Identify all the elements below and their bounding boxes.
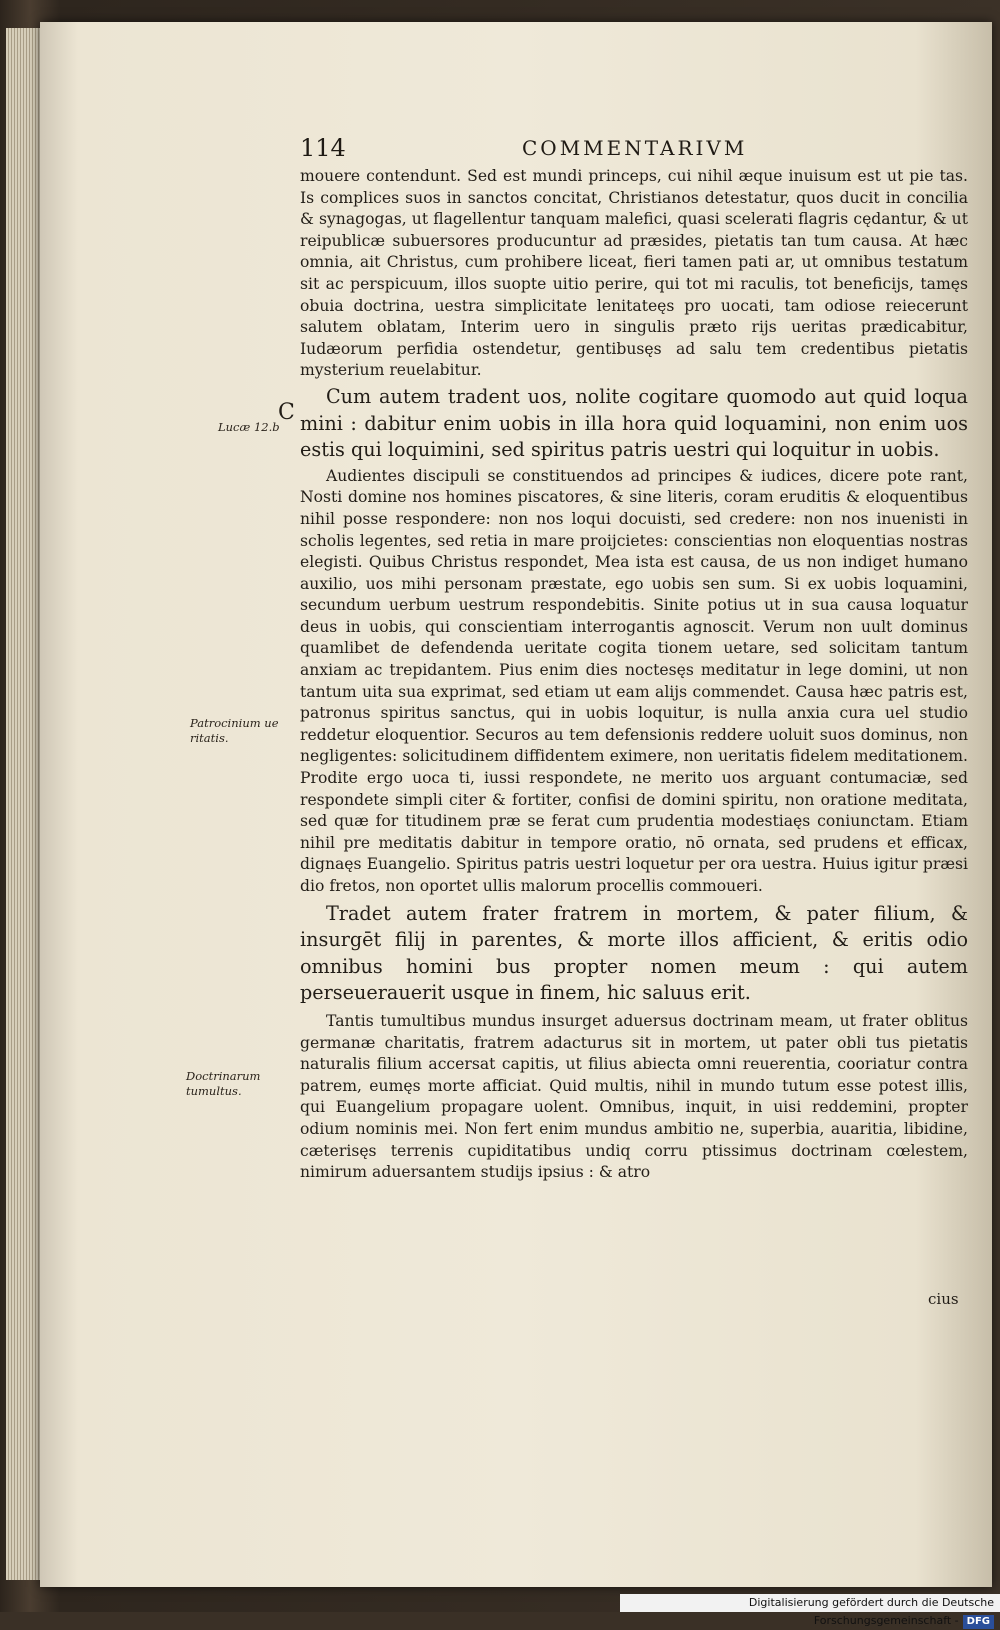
digitization-footer — [620, 1594, 1000, 1627]
commentary-paragraph-3: Tantis tumultibus mundus insurget aduersus doctrinam meam, ut frater oblitus germanæ charitatis, fratrem adacturus sit in mortem, ut pater obli tus pietatis naturalis filium accersat capitis, ut filius abiecta omni reuerentia, cooriatur contra patrem, eumęs morte afficiat. Quid multis, nihil in mundo tutum esse potest illis, qui Euangelium propagare uolent. Omnibus, inquit, in uisi reddemini, propter odium nominis mei. Non fert enim mundus ambitio ne, superbia, auaritia, libidine, cæterisęs terrenis cupiditatibus undiq corru ptissimus doctrinam cœlestem, nimirum aduersantem studijs ipsius : & atro — [300, 1011, 968, 1182]
margin-note-luke: Lucæ 12.b — [218, 420, 280, 434]
dfg-logo: DFG — [963, 1615, 994, 1629]
catchword: cius — [928, 1290, 959, 1308]
scripture-verse-2: Tradet autem frater fratrem in mortem, & pater filium, & insurgēt filij in parentes, & morte illos afficient, & eritis odio omnibus homini bus propter nomen meum : qui autem perseuerauerit usque in finem, hic saluus erit. — [300, 901, 968, 1005]
commentary-paragraph-1: mouere contendunt. Sed est mundi princeps, cui nihil æque inuisum est ut pie tas. Is complices suos in sanctos concitat, Christianos detestatur, quos ducit in concilia & synagogas, ut flagellentur tanquam malefici, quasi scelerati flagris cędantur, & ut reipublicæ subuersores producuntur ad præsides, pietatis tan tum causa. At hæc omnia, ait Christus, cum prohibere liceat, fieri tamen pati ar, ut omnibus testatum sit ac perspicuum, illos suopte uitio perire, qui tot mi raculis, tot beneficijs, tamęs obuia doctrina, uestra simplicitate lenitateęs pro uocati, tam odiose reiecerunt salutem oblatam, Interim uero in singulis præto rijs ueritas prædicabitur, Iudæorum perfidia ostendetur, gentibusęs ad salu tem credentibus pietatis mysterium reuelabitur. — [300, 167, 968, 380]
folio-number: 114 — [300, 134, 346, 162]
scripture-verse-1: Cum autem tradent uos, nolite cogitare quomodo aut quid loqua mini : dabitur enim uobis in illa hora quid loquamini, non enim uos estis qui loquimini, sed spiritus patris uestri qui loquitur in uobis. — [300, 384, 968, 462]
running-head: COMMENTARIVM — [522, 136, 748, 160]
margin-note-doctrinarum: Doctrinarum tumultus. — [186, 1069, 261, 1098]
page-header — [300, 134, 760, 164]
text-block — [300, 166, 968, 1184]
footer-text: Digitalisierung gefördert durch die Deutsche Forschungsgemeinschaft - — [748, 1596, 994, 1627]
commentary-paragraph-2: Audientes discipuli se constituendos ad principes & iudices, dicere pote rant, Nosti domine nos homines piscatores, & sine literis, coram eruditis & eloquentibus nihil posse respondere: non nos loqui docuisti, sed credere: non nos inuenisti in scholis legentes, sed retia in mare proijcietes: conscientias non eloquentias nostras elegisti. Quibus Christus respondet, Mea ista est causa, de us non indiget humano auxilio, uos mihi personam præstate, ego uobis sen sum. Si ex uobis loquamini, secundum uerbum uestrum respondebitis. Sinite potius ut in sua causa loquatur deus in uobis, qui conscientiam interrogantis agnoscit. Verum non uult dominus quamlibet de defendenda ueritate cogita tionem uetare, sed solicitam tantum anxiam ac trepidantem. Pius enim dies noctesęs meditatur in lege domini, ut non tantum uita sua exprimat, sed etiam ut eam alijs commendet. Causa hæc patris est, patronus spiritus sanctus, qui in uobis loquitur, is nulla anxia cura uel studio reddetur eloquentior. Securos au tem defensionis reddere uoluit suos dominus, non negligentes: solicitudinem diffidentem eximere, non ueritatis fidelem meditationem. Prodite ergo uoca ti, iussi respondete, ne merito uos arguant contumaciæ, sed respondete simpli citer & fortiter, confisi de domini spiritu, non oratione meditata, sed quæ for titudinem præ se ferat cum prudentia modestiaęs coniunctam. Etiam nihil pre meditatis dabitur in tempore oratio, nō ornata, sed prudens et efficax, dignaęs Euangelio. Spiritus patris uestri loquetur per ora uestra. Huius igitur præsi dio fretos, non oportet ullis malorum procellis commoueri. — [300, 466, 968, 895]
margin-note-patrocinium: Patrocinium ue ritatis. — [190, 716, 279, 745]
section-letter: C — [278, 400, 295, 425]
